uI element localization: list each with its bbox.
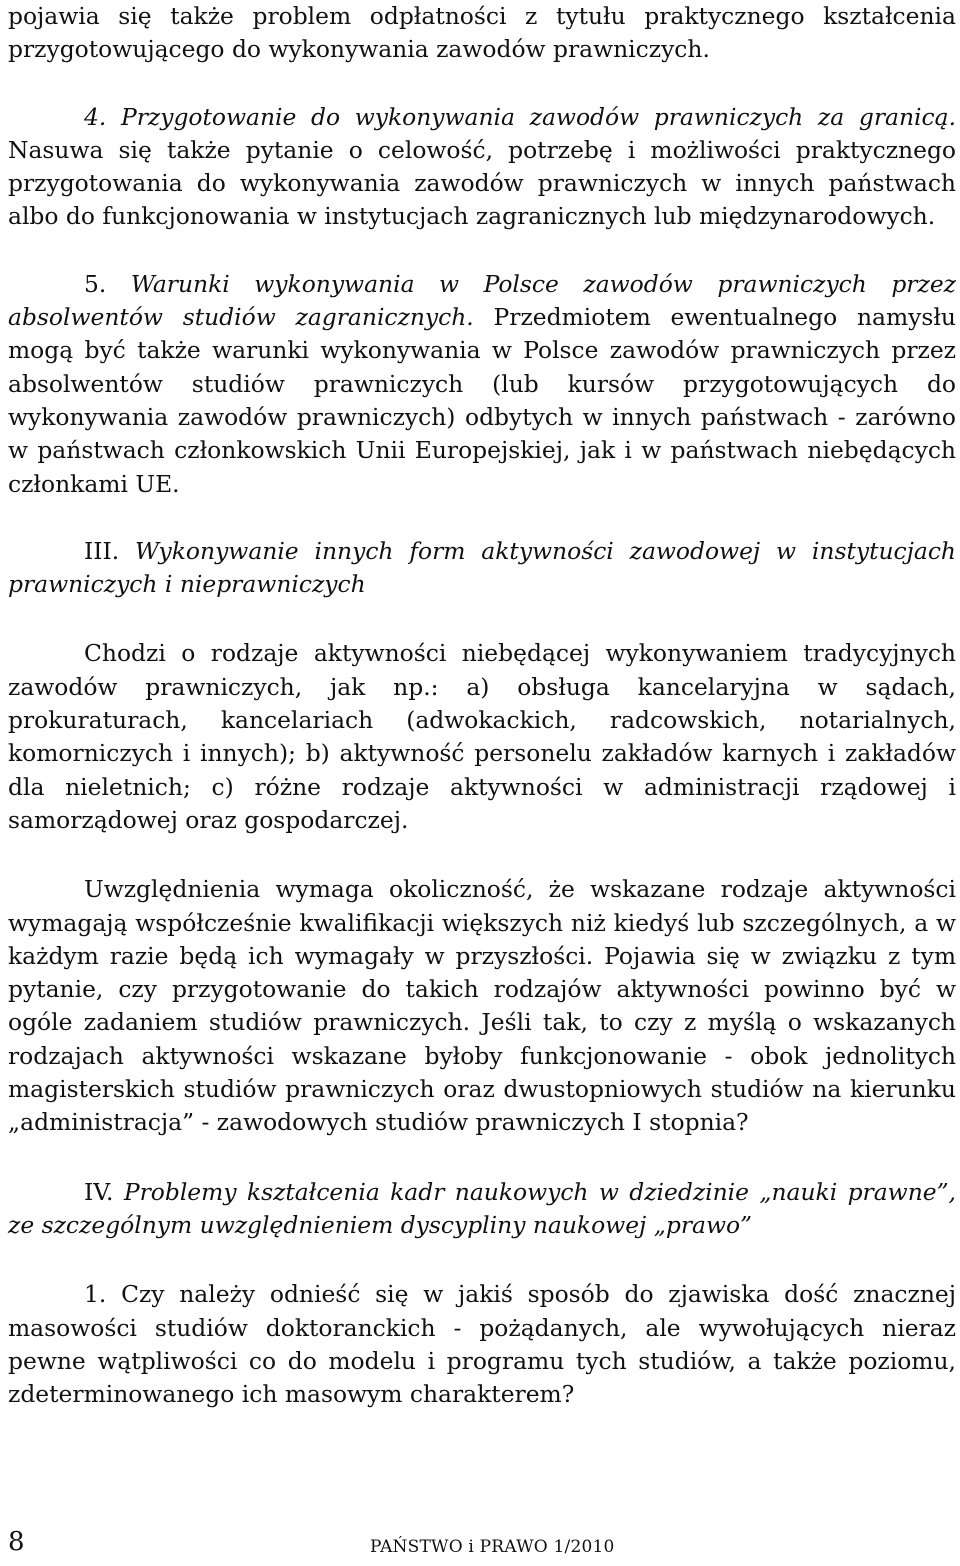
footer-divider (8, 1527, 956, 1528)
heading-section-IV (8, 1176, 956, 1243)
body-text (8, 0, 956, 1411)
paragraph-doctoral-studies (8, 1278, 956, 1411)
paragraph-activities (8, 637, 956, 837)
paragraph-qualifications (8, 873, 956, 1139)
paragraph-section-5 (8, 268, 956, 501)
paragraph-continuation (8, 0, 956, 67)
section-title: Problemy kształcenia kadr naukowych w dziedzinie „nauki prawne”, ze szczególnym uwzględnieniem dyscypliny naukowej „prawo” (8, 1177, 956, 1239)
paragraph-text: 1. Czy należy odnieść się w jakiś sposób do zjawiska dość znacznej masowości studiów doktoranckich - pożądanych, ale wywołujących nieraz pewne wątpliwości co do modelu i programu tych studiów, a także poziomu, zdeterminowanego ich masowym charakterem? (8, 1280, 956, 1409)
paragraph-text: pojawia się także problem odpłatności z tytułu praktycznego kształcenia przygotowującego do wykonywania zawodów prawniczych. (8, 2, 956, 64)
section-title: Wykonywanie innych form aktywności zawodowej w instytucjach prawniczych i nieprawniczych (8, 536, 956, 599)
paragraph-text: Chodzi o rodzaje aktywności niebędącej wykonywaniem tradycyjnych zawodów prawniczych, jak np.: a) obsługa kancelaryjna w sądach, prokuraturach, kancelariach (adwokackich, radcowskich, notarialnych, komorniczych i innych); b) aktywność personelu zakładów karnych i zakładów dla nieletnich; c) różne rodzaje aktywności w administracji rządowej i samorządowej oraz gospodarczej. (8, 639, 956, 834)
journal-citation: PAŃSTWO i PRAWO 1/2010 (370, 1537, 615, 1557)
paragraph-text: Uwzględnienia wymaga okoliczność, że wskazane rodzaje aktywności wymagają współcześnie kwalifikacji większych niż kiedyś lub szczególnych, a w każdym razie będą ich wymagały w przyszłości. Pojawia się w związku z tym pytanie, czy przygotowanie do takich rodzajów aktywności powinno być w ogóle zadaniem studiów prawniczych. Jeśli tak, to czy z myślą o wskazanych rodzajach aktywności wskazane byłoby funkcjonowanie - obok jednolitych magisterskich studiów prawniczych oraz dwustopniowych studiów na kierunku „administracja” - zawodowych studiów prawniczych I stopnia? (8, 875, 956, 1137)
page-footer (8, 1527, 956, 1561)
paragraph-text: Nasuwa się także pytanie o celowość, potrzebę i możliwości praktycznego przygotowania do wykonywania zawodów prawniczych w innych państwach albo do funkcjonowania w instytucjach zagranicznych lub międzynarodowych. (8, 135, 956, 231)
heading-section-III (8, 535, 956, 602)
section-number: 5. (84, 269, 131, 298)
section-title: Warunki wykonywania w Polsce zawodów prawniczych przez absolwentów studiów zagranicznych. (8, 269, 956, 332)
paragraph-text: Przedmiotem ewentualnego namysłu mogą być także warunki wykonywania w Polsce zawodów prawniczych przez absolwentów studiów prawniczych (lub kursów przygotowujących do wykonywania zawodów prawniczych) odbytych w innych państwach - zarówno w państwach członkowskich Unii Europejskiej, jak i w państwach niebędących członkami UE. (8, 303, 956, 498)
page-number: 8 (8, 1527, 25, 1557)
paragraph-section-4 (8, 101, 956, 234)
section-number: IV. (84, 1177, 124, 1206)
section-title: 4. Przygotowanie do wykonywania zawodów prawniczych za granicą. (84, 102, 956, 131)
section-number: III. (84, 536, 136, 565)
